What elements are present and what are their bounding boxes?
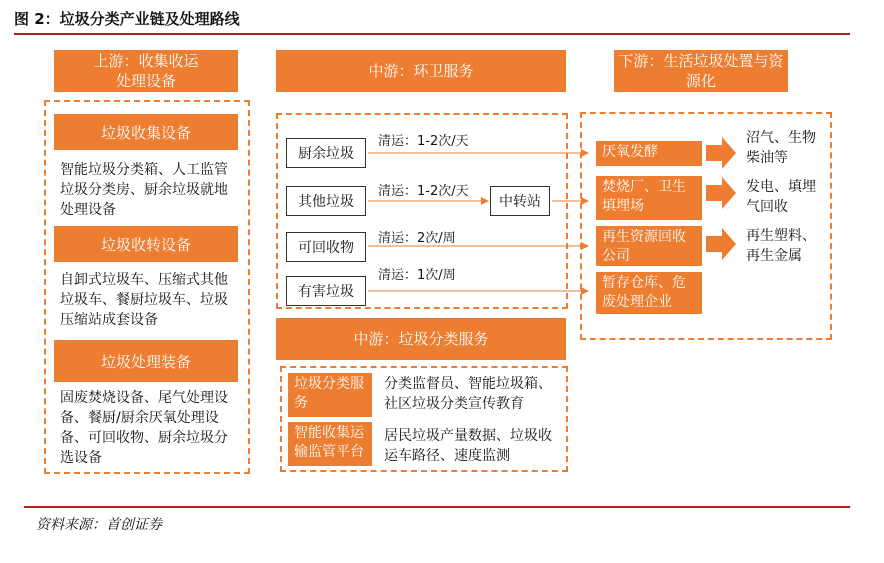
midstream-env-header: 中游：环卫服务 — [276, 50, 566, 92]
disposal-method-box: 焚烧厂、卫生填埋场 — [596, 176, 702, 220]
disposal-method-box: 暂存仓库、危废处理企业 — [596, 272, 702, 314]
sort-service-desc: 居民垃圾产量数据、垃圾收运车路径、速度监测 — [384, 428, 552, 464]
transport-frequency: 清运：2次/周 — [378, 231, 456, 246]
upstream-header: 上游：收集收运 处理设备 — [54, 50, 238, 92]
sort-service-desc: 分类监督员、智能垃圾箱、社区垃圾分类宣传教育 — [384, 376, 552, 412]
source-note: 资料来源：首创证券 — [36, 517, 162, 533]
transport-frequency: 清运：1次/周 — [378, 268, 456, 283]
upstream-group-desc: 自卸式垃圾车、压缩式其他垃圾车、餐厨垃圾车、垃圾压缩站成套设备 — [60, 272, 228, 328]
disposal-method-box: 再生资源回收公司 — [596, 226, 702, 266]
upstream-group-title: 垃圾收转设备 — [54, 226, 238, 262]
midstream-sort-header: 中游：垃圾分类服务 — [276, 318, 566, 360]
transport-frequency: 清运：1-2次/天 — [378, 134, 469, 149]
disposal-output: 再生塑料、再生金属 — [746, 228, 816, 264]
downstream-header: 下游：生活垃圾处置与资源化 — [614, 50, 788, 92]
waste-type-box: 有害垃圾 — [286, 276, 366, 306]
disposal-output: 沼气、生物柴油等 — [746, 130, 816, 166]
bottom-rule — [24, 506, 850, 508]
disposal-method-box: 厌氧发酵 — [596, 141, 702, 166]
upstream-group-desc: 智能垃圾分类箱、人工监管垃圾分类房、厨余垃圾就地处理设备 — [60, 162, 228, 218]
upstream-group-desc: 固废焚烧设备、尾气处理设备、餐厨/厨余厌氧处理设备、可回收物、厨余垃圾分选设备 — [60, 390, 228, 466]
sort-service-tag: 智能收集运输监管平台 — [288, 422, 372, 466]
transport-frequency: 清运：1-2次/天 — [378, 184, 469, 199]
upstream-group-title: 垃圾收集设备 — [54, 114, 238, 150]
disposal-output: 发电、填埋气回收 — [746, 179, 816, 215]
upstream-group-title: 垃圾处理装备 — [54, 340, 238, 382]
sort-service-tag: 垃圾分类服务 — [288, 373, 372, 417]
figure-title: 图 2：垃圾分类产业链及处理路线 — [14, 10, 240, 28]
waste-type-box: 可回收物 — [286, 232, 366, 262]
waste-type-box: 厨余垃圾 — [286, 138, 366, 168]
transfer-station-box: 中转站 — [490, 186, 550, 216]
waste-type-box: 其他垃圾 — [286, 186, 366, 216]
